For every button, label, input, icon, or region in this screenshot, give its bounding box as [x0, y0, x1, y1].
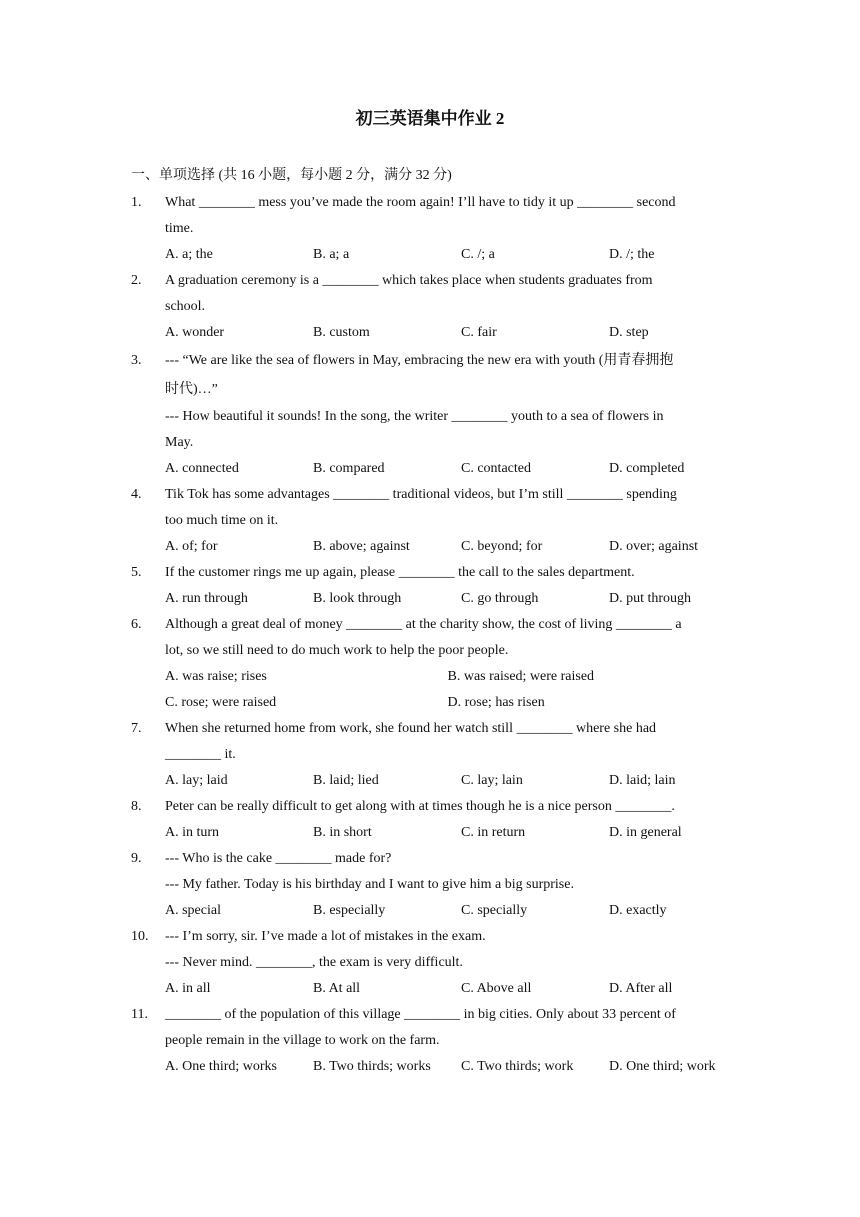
question-6: [0, 612, 860, 716]
options-row: [165, 456, 730, 482]
question-number: 3.: [131, 353, 142, 368]
options-row: [165, 690, 730, 716]
option-c: C. Two thirds; work: [461, 1059, 574, 1074]
question-text: time.: [165, 221, 194, 236]
question-number: 11.: [131, 1007, 148, 1022]
question-number: 4.: [131, 487, 142, 502]
option-a: A. connected: [165, 461, 239, 476]
option-c: C. rose; were raised: [165, 695, 277, 710]
option-d: D. rose; has risen: [447, 695, 545, 710]
question-8: [0, 794, 860, 846]
option-b: B. custom: [313, 325, 370, 340]
question-text: school.: [165, 299, 206, 314]
option-c: C. specially: [461, 903, 528, 918]
option-b: B. compared: [313, 461, 385, 476]
option-c: C. beyond; for: [461, 539, 543, 554]
option-b: B. Two thirds; works: [313, 1059, 431, 1074]
question-2: [0, 268, 860, 346]
option-c: C. Above all: [461, 981, 532, 996]
question-3: [0, 346, 860, 482]
option-d: D. laid; lain: [609, 773, 676, 788]
option-a: A. was raise; rises: [165, 669, 267, 684]
option-a: A. in all: [165, 981, 211, 996]
question-list: [0, 190, 860, 1080]
question-number: 9.: [131, 851, 142, 866]
question-7: [0, 716, 860, 794]
options-row: [165, 1054, 730, 1080]
options-row: [165, 320, 730, 346]
question-10: [0, 924, 860, 1002]
question-text: ________ of the population of this village ________ in big cities. Only about 33 percent of: [165, 1007, 676, 1022]
question-text: --- Who is the cake ________ made for?: [165, 851, 392, 866]
options-row: [165, 586, 730, 612]
question-text: 时代)…”: [165, 382, 218, 397]
option-c: C. lay; lain: [461, 773, 523, 788]
question-text: Although a great deal of money ________ at the charity show, the cost of living ________ a: [165, 617, 682, 632]
options-row: [165, 242, 730, 268]
option-b: B. At all: [313, 981, 361, 996]
question-text: Peter can be really difficult to get along with at times though he is a nice person ________.: [165, 799, 675, 814]
option-d: D. /; the: [609, 247, 655, 262]
question-number: 5.: [131, 565, 142, 580]
question-text: people remain in the village to work on the farm.: [165, 1033, 440, 1048]
option-d: D. exactly: [609, 903, 667, 918]
options-row: [165, 664, 730, 690]
question-number: 1.: [131, 195, 142, 210]
question-text: A graduation ceremony is a ________ which takes place when students graduates from: [165, 273, 653, 288]
option-d: D. put through: [609, 591, 692, 606]
option-d: D. One third; work: [609, 1059, 716, 1074]
option-c: C. fair: [461, 325, 497, 340]
question-text: If the customer rings me up again, please ________ the call to the sales department.: [165, 565, 635, 580]
section-heading: 一、单项选择 (共 16 小题，每小题 2 分，满分 32 分): [131, 168, 452, 183]
question-text: too much time on it.: [165, 513, 279, 528]
option-b: B. a; a: [313, 247, 350, 262]
option-a: A. in turn: [165, 825, 220, 840]
question-text: ________ it.: [165, 747, 236, 762]
question-5: [0, 560, 860, 612]
question-text: lot, so we still need to do much work to help the poor people.: [165, 643, 509, 658]
option-c: C. /; a: [461, 247, 495, 262]
question-text: --- Never mind. ________, the exam is very difficult.: [165, 955, 463, 970]
options-row: [165, 820, 730, 846]
question-1: [0, 190, 860, 268]
question-4: [0, 482, 860, 560]
question-text: --- My father. Today is his birthday and I want to give him a big surprise.: [165, 877, 574, 892]
option-c: C. contacted: [461, 461, 531, 476]
option-b: B. especially: [313, 903, 386, 918]
question-number: 8.: [131, 799, 142, 814]
question-11: [0, 1002, 860, 1080]
option-c: C. go through: [461, 591, 539, 606]
options-row: [165, 976, 730, 1002]
options-row: [165, 898, 730, 924]
question-number: 6.: [131, 617, 142, 632]
question-text: What ________ mess you’ve made the room again! I’ll have to tidy it up ________ second: [165, 195, 676, 210]
question-9: [0, 846, 860, 924]
option-c: C. in return: [461, 825, 526, 840]
option-a: A. a; the: [165, 247, 213, 262]
option-a: A. lay; laid: [165, 773, 228, 788]
option-d: D. in general: [609, 825, 682, 840]
question-text: Tik Tok has some advantages ________ traditional videos, but I’m still ________ spending: [165, 487, 677, 502]
document-title: 初三英语集中作业 2: [355, 109, 505, 128]
option-d: D. over; against: [609, 539, 699, 554]
question-number: 2.: [131, 273, 142, 288]
question-text: --- I’m sorry, sir. I’ve made a lot of mistakes in the exam.: [165, 929, 486, 944]
option-d: D. completed: [609, 461, 685, 476]
option-b: B. look through: [313, 591, 402, 606]
option-b: B. laid; lied: [313, 773, 379, 788]
option-a: A. One third; works: [165, 1059, 277, 1074]
option-a: A. wonder: [165, 325, 225, 340]
question-text: When she returned home from work, she found her watch still ________ where she had: [165, 721, 657, 736]
option-d: D. After all: [609, 981, 673, 996]
options-row: [165, 768, 730, 794]
option-b: B. above; against: [313, 539, 410, 554]
question-number: 10.: [131, 929, 149, 944]
question-number: 7.: [131, 721, 142, 736]
question-text: --- How beautiful it sounds! In the song, the writer ________ youth to a sea of flowers in: [165, 409, 664, 424]
option-a: A. of; for: [165, 539, 218, 554]
option-b: B. in short: [313, 825, 372, 840]
option-a: A. special: [165, 903, 221, 918]
question-text: May.: [165, 435, 194, 450]
options-row: [165, 534, 730, 560]
question-text: --- “We are like the sea of flowers in May, embracing the new era with youth (用青春拥抱: [165, 353, 674, 368]
option-a: A. run through: [165, 591, 248, 606]
option-d: D. step: [609, 325, 649, 340]
option-b: B. was raised; were raised: [447, 669, 595, 684]
